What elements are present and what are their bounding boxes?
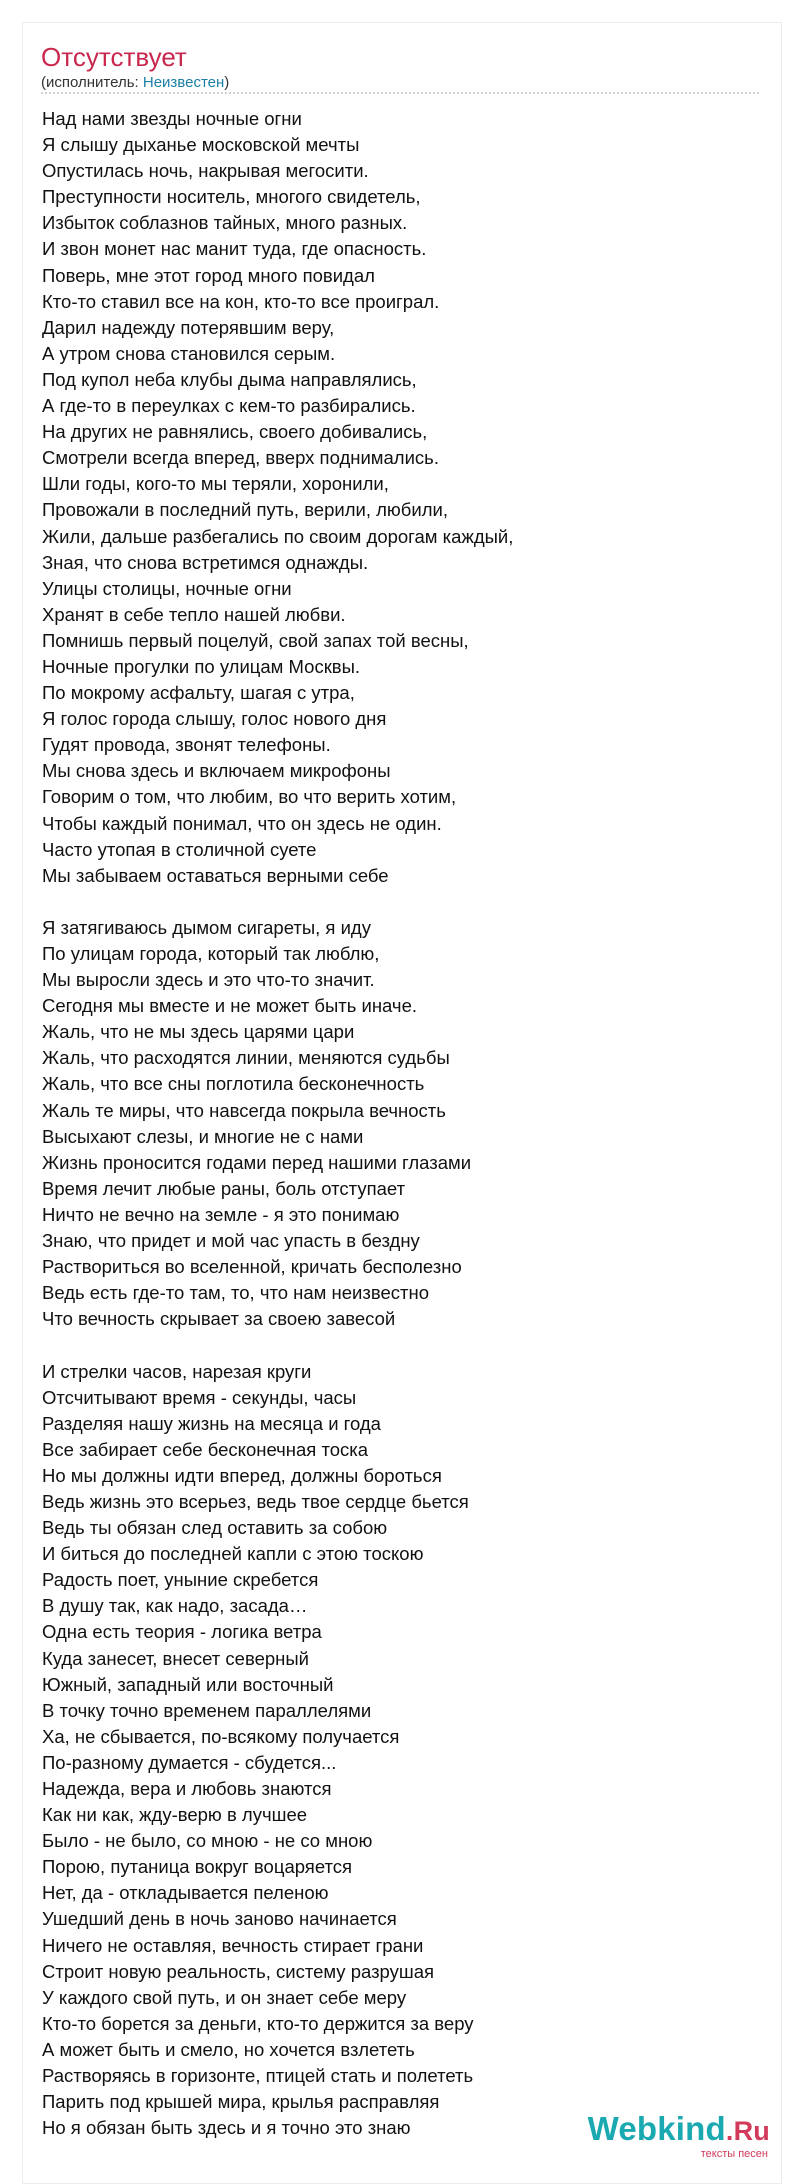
song-title: Отсутствует (41, 42, 187, 72)
lyrics-line: Жизнь проносится годами перед нашими глазами (42, 1151, 472, 1173)
lyrics-line: Ничто не вечно на земле - я это понимаю (42, 1203, 400, 1225)
lyrics-line: Все забирает себе бесконечная тоска (42, 1438, 369, 1460)
lyrics-line: Жили, дальше разбегались по своим дорогам каждый, (42, 525, 514, 547)
lyrics-line: И звон монет нас манит туда, где опасность. (42, 238, 427, 260)
lyrics-line: А может быть и смело, но хочется взлететь (42, 2038, 415, 2060)
lyrics-line: Помнишь первый поцелуй, свой запах той весны, (42, 629, 469, 651)
lyrics-text (42, 106, 762, 2141)
artist-suffix: ) (224, 74, 230, 91)
lyrics-line: На других не равнялись, своего добивались, (42, 421, 428, 443)
lyrics-line: Жаль, что расходятся линии, меняются судьбы (42, 1047, 450, 1069)
lyrics-line: Я затягиваюсь дымом сигареты, я иду (42, 916, 371, 938)
lyrics-line: Ночные прогулки по улицам Москвы. (42, 655, 361, 677)
lyrics-line: Зная, что снова встретимся однажды. (42, 551, 369, 573)
artist-line (41, 74, 229, 91)
lyrics-line: Ведь есть где-то там, то, что нам неизвестно (42, 1282, 429, 1304)
lyrics-line: Мы снова здесь и включаем микрофоны (42, 760, 391, 782)
lyrics-line: Опустилась ночь, накрывая мегосити. (42, 160, 369, 182)
lyrics-line: Строит новую реальность, систему разрушая (42, 1960, 435, 1982)
lyrics-line: Нет, да - откладывается пеленою (42, 1882, 329, 1904)
lyrics-line: Мы выросли здесь и это что-то значит. (42, 969, 375, 991)
lyrics-line: Ведь ты обязан след оставить за собою (42, 1517, 388, 1539)
lyrics-line: Ушедший день в ночь заново начинается (42, 1908, 397, 1930)
lyrics-line: Жаль, что все сны поглотила бесконечность (42, 1073, 425, 1095)
lyrics-line: В точку точно временем параллелями (42, 1699, 372, 1721)
lyrics-line: И биться до последней капли с этою тоскою (42, 1543, 424, 1565)
lyrics-line: У каждого свой путь, и он знает себе меру (42, 1986, 407, 2008)
lyrics-line: Часто утопая в столичной суете (42, 838, 317, 860)
lyrics-blank-line (42, 1332, 762, 1358)
lyrics-line: Жаль, что не мы здесь царями цари (42, 1021, 355, 1043)
lyrics-line: Куда занесет, внесет северный (42, 1647, 309, 1669)
lyrics-line: Провожали в последний путь, верили, любили, (42, 499, 448, 521)
lyrics-line: Поверь, мне этот город много повидал (42, 264, 375, 286)
lyrics-line: Смотрели всегда вперед, вверх поднимались. (42, 447, 439, 469)
lyrics-line: Улицы столицы, ночные огни (42, 577, 292, 599)
lyrics-line: Кто-то борется за деньги, кто-то держится за веру (42, 2012, 474, 2034)
lyrics-line: Чтобы каждый понимал, что он здесь не один. (42, 812, 442, 834)
lyrics-line: Мы забываем оставаться верными себе (42, 864, 389, 886)
lyrics-line: Как ни как, жду-верю в лучшее (42, 1804, 308, 1826)
lyrics-line: Над нами звезды ночные огни (42, 108, 302, 129)
lyrics-line: А утром снова становился серым. (42, 342, 336, 364)
lyrics-line: Знаю, что придет и мой час упасть в бездну (42, 1230, 420, 1252)
artist-prefix: (исполнитель: (41, 74, 143, 91)
lyrics-line: Одна есть теория - логика ветра (42, 1621, 322, 1643)
lyrics-line: Ха, не сбывается, по-всякому получается (42, 1725, 400, 1747)
lyrics-line: Ничего не оставляя, вечность стирает грани (42, 1934, 424, 1956)
lyrics-line: Дарил надежду потерявшим веру, (42, 316, 335, 338)
lyrics-line: Растворяясь в горизонте, птицей стать и полететь (42, 2065, 474, 2087)
lyrics-line: Высыхают слезы, и многие не с нами (42, 1125, 364, 1147)
lyrics-line: Отсчитывают время - секунды, часы (42, 1386, 357, 1408)
lyrics-line: В душу так, как надо, засада… (42, 1595, 308, 1617)
lyrics-line: Преступности носитель, многого свидетель, (42, 186, 421, 208)
logo-tagline: тексты песен (700, 2148, 768, 2160)
lyrics-line: Парить под крышей мира, крылья расправляя (42, 2091, 440, 2113)
lyrics-line: Избыток соблазнов тайных, много разных. (42, 212, 408, 234)
lyrics-line: Надежда, вера и любовь знаются (42, 1778, 332, 1799)
lyrics-line: Ведь жизнь это всерьез, ведь твое сердце бьется (42, 1490, 469, 1512)
lyrics-line: По мокрому асфальту, шагая с утра, (42, 682, 355, 704)
lyrics-line: Я голос города слышу, голос нового дня (42, 708, 387, 730)
logo-wordmark (588, 2112, 770, 2148)
title-divider (41, 92, 759, 94)
lyrics-line: По-разному думается - сбудется... (42, 1751, 337, 1773)
lyrics-line: Но мы должны идти вперед, должны бороться (42, 1464, 442, 1486)
logo-tld: .Ru (725, 2116, 770, 2146)
lyrics-blank-line (42, 889, 762, 915)
lyrics-line: Я слышу дыханье московской мечты (42, 134, 360, 156)
lyrics-line: Под купол неба клубы дыма направлялись, (42, 368, 417, 390)
lyrics-line: Хранят в себе тепло нашей любви. (42, 603, 346, 625)
logo-brand: Webkind (587, 2110, 726, 2147)
lyrics-line: Южный, западный или восточный (42, 1673, 334, 1695)
lyrics-line: Что вечность скрывает за своею завесой (42, 1308, 396, 1330)
lyrics-line: И стрелки часов, нарезая круги (42, 1360, 312, 1382)
lyrics-line: Шли годы, кого-то мы теряли, хоронили, (42, 473, 389, 495)
lyrics-line: Сегодня мы вместе и не может быть иначе. (42, 995, 417, 1017)
lyrics-line: Но я обязан быть здесь и я точно это знаю (42, 2117, 411, 2139)
lyrics-line: Время лечит любые раны, боль отступает (42, 1177, 406, 1199)
artist-link[interactable]: Неизвестен (142, 74, 225, 91)
lyrics-line: Говорим о том, что любим, во что верить хотим, (42, 786, 457, 808)
lyrics-line: Жаль те миры, что навсегда покрыла вечность (42, 1099, 446, 1121)
lyrics-line: А где-то в переулках с кем-то разбирались. (42, 395, 416, 417)
lyrics-line: Разделяя нашу жизнь на месяца и года (42, 1412, 381, 1434)
lyrics-line: Кто-то ставил все на кон, кто-то все проиграл. (42, 290, 440, 312)
site-logo[interactable] (588, 2112, 770, 2160)
lyrics-line: Гудят провода, звонят телефоны. (42, 734, 331, 756)
lyrics-line: По улицам города, который так люблю, (42, 943, 380, 964)
lyrics-line: Порою, путаница вокруг воцаряется (42, 1856, 353, 1878)
lyrics-line: Раствориться во вселенной, кричать бесполезно (42, 1256, 462, 1278)
lyrics-line: Было - не было, со мною - не со мною (42, 1830, 373, 1852)
lyrics-line: Радость поет, уныние скребется (42, 1569, 319, 1591)
